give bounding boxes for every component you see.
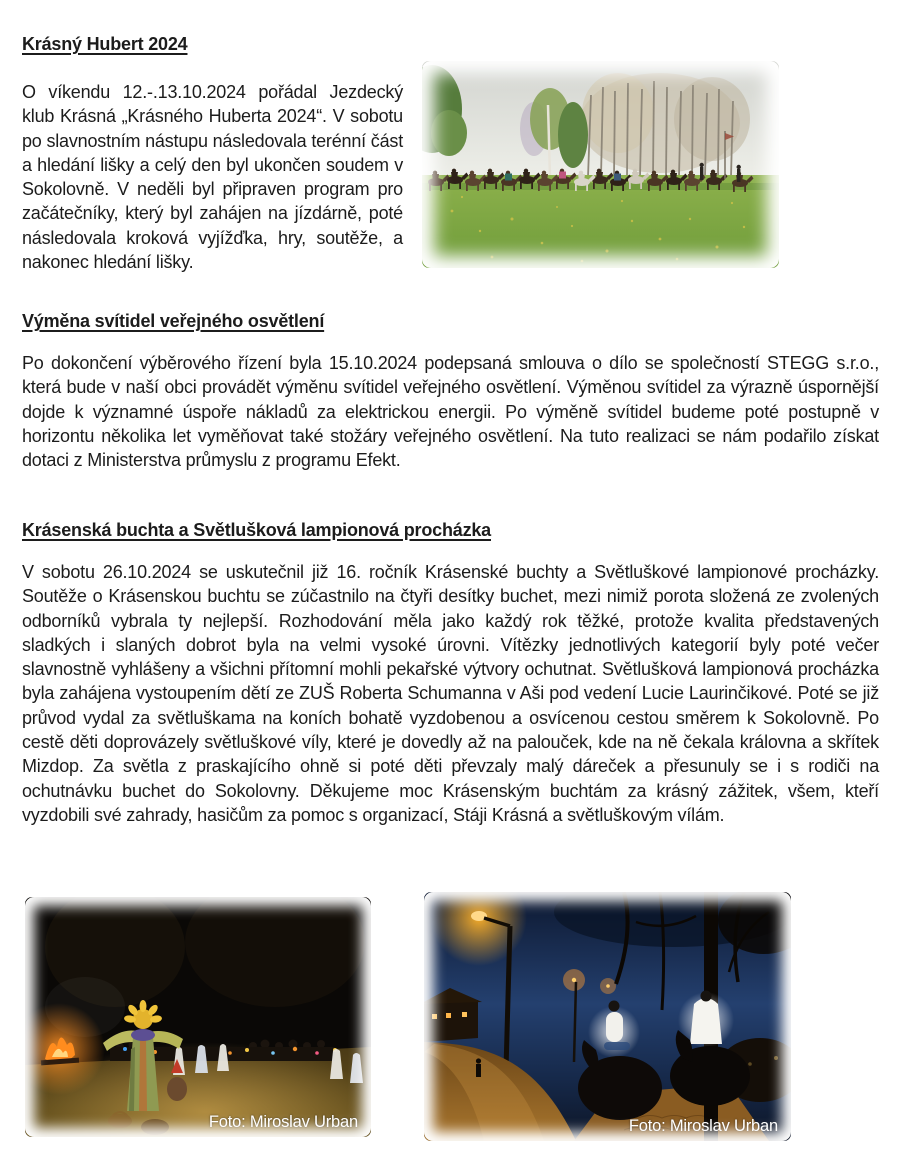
night-street-riders-illustration: [424, 892, 791, 1141]
photo-hubert-riders-meadow: [422, 61, 779, 268]
meadow-riders-illustration: [422, 61, 779, 268]
photo-credit-left: Foto: Miroslav Urban: [208, 1113, 358, 1131]
bonfire-scene-illustration: [25, 897, 371, 1137]
body-krasenska-buchta: V sobotu 26.10.2024 se uskutečnil již 16. ročník Krásenské buchty a Světluškové lampionové procházky. Soutěže o Krásenskou buchtu se zúčastnilo na čtyři desítky buchet, mezi nimiž porota složená ze zvolených odborníků vybrala ty nejlepší. Rozhodování měla jako každý rok těžké, protože kvalita představených sladkých i slaných dobrot byla na velmi vysoké úrovni. Vítězky jednotlivých kategorií byly poté večer slavnostně vyhlášeny a všichni přítomní mohli pekařské výtvory ochutnat. Světlušková lampionová procházka byla zahájena vystoupením dětí ze ZUŠ Roberta Schumanna v Aši pod vedení Lucie Laurinčikové. Poté se již průvod vydal za světluškama na koních bohatě vyzdobenou a osvícenou cestou směrem k Sokolovně. Po cestě děti doprovázely světluškové víly, které je dovedly až na palouček, kde na ně čekala královna a skřítek Mizdop. Za světla z praskajícího ohně si poté děti převzaly malý dáreček a přesunuly se i s rodiči na ochutnávku buchet do Sokolovny. Děkujeme moc Krásenským buchtám za krásný zážitek, všem, kteří vyzdobili své zahrady, hasičům za pomoc s organizací, Stáji Krásná a světluškovým vílám.: [22, 562, 879, 825]
photo-lantern-walk-bonfire: [25, 897, 371, 1137]
heading-krasenska-buchta: Krásenská buchta a Světlušková lampionová procházka: [22, 520, 491, 540]
photo-credit-right: Foto: Miroslav Urban: [628, 1117, 778, 1135]
body-krasny-hubert: O víkendu 12.-.13.10.2024 pořádal Jezdecký klub Krásná „Krásného Huberta 2024“. V sobotu po slavnostním nástupu následovala terénní část a hledání lišky a celý den byl ukončen soudem v Sokolovně. V neděli byl připraven program pro začátečníky, který byl zahájen na jízdárně, poté následovala kroková vyjížďka, hry, soutěže, a nakonec hledání lišky.: [22, 82, 403, 273]
heading-krasny-hubert: Krásný Hubert 2024: [22, 34, 188, 54]
photo-lantern-walk-street-riders: [424, 892, 791, 1141]
heading-vymena-svitidel: Výměna svítidel veřejného osvětlení: [22, 311, 325, 331]
body-vymena-svitidel: Po dokončení výběrového řízení byla 15.10.2024 podepsaná smlouva o dílo se společností STEGG s.r.o., která bude v naší obci provádět výměnu svítidel veřejného osvětlení. Výměnou svítidel za výrazně úspornější dojde k významné úspoře nákladů za elektrickou energii. Po výměně svítidel budeme poté postupně v horizontu několika let vyměňovat také stožáry veřejného osvětlení. Na tuto realizaci se nám podařilo získat dotaci z Ministerstva průmyslu z programu Efekt.: [22, 353, 879, 471]
